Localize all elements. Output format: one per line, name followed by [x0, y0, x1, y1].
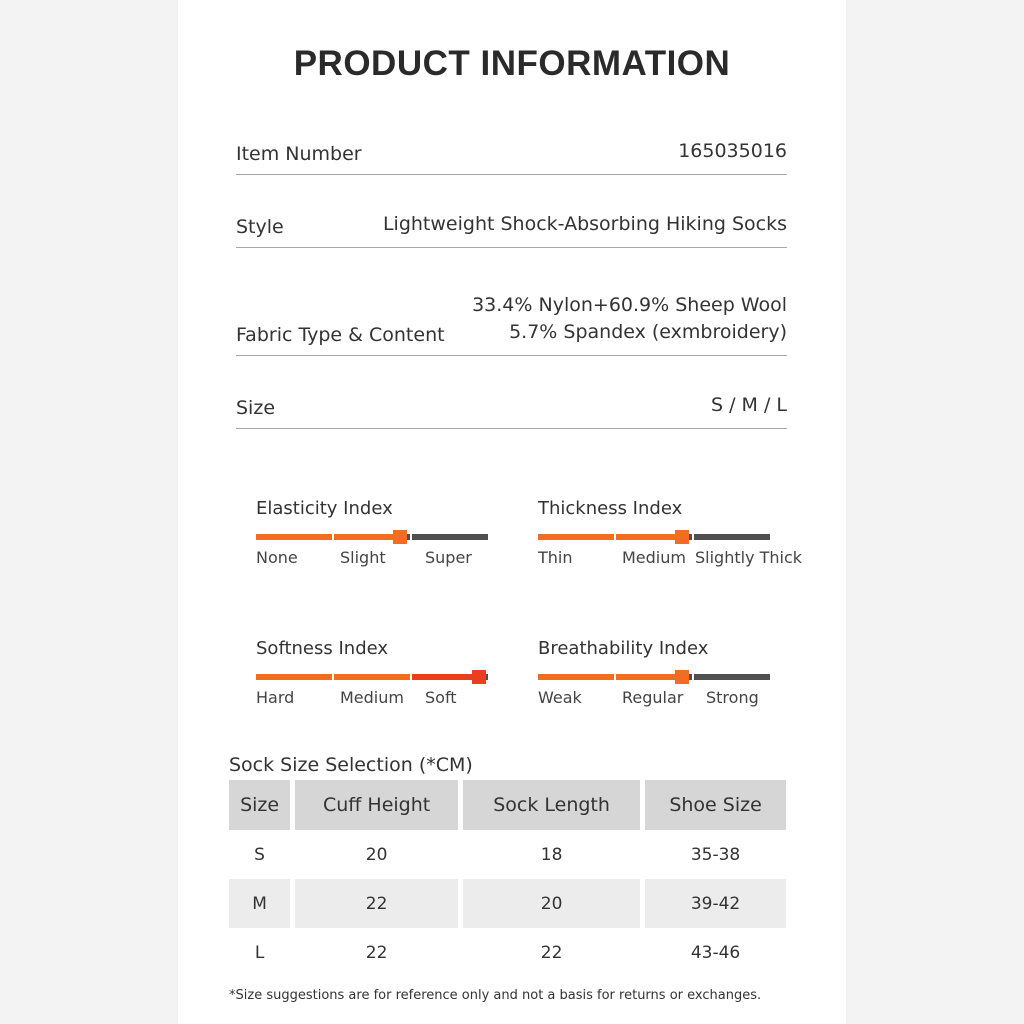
index-fill-segment	[256, 534, 332, 540]
index-label-high: Soft	[425, 688, 457, 707]
table-cell: 20	[463, 879, 640, 928]
index-empty-segment	[689, 534, 692, 540]
page-title: PRODUCT INFORMATION	[293, 44, 731, 83]
table-cell: 39-42	[645, 879, 786, 928]
info-label: Item Number	[236, 143, 362, 165]
index-empty-segment	[486, 674, 488, 680]
table-cell: 20	[365, 844, 388, 865]
index-label-mid: Slight	[340, 548, 386, 567]
index-empty-segment	[694, 674, 770, 680]
info-value: 165035016	[678, 140, 787, 162]
table-row	[229, 879, 786, 928]
index-empty-segment	[694, 534, 770, 540]
index-label-high: Super	[425, 548, 472, 567]
index-empty-segment	[689, 674, 692, 680]
info-value: S / M / L	[711, 394, 787, 416]
info-row-fabric	[236, 290, 787, 356]
table-cell: M	[229, 879, 290, 928]
index-fill-segment	[538, 674, 614, 680]
index-empty-segment	[412, 534, 488, 540]
table-cell: 22	[540, 942, 563, 963]
index-title: Thickness Index	[538, 498, 683, 519]
size-table	[224, 780, 791, 977]
table-row	[229, 830, 786, 879]
table-cell: L	[254, 942, 265, 963]
index-level-marker	[393, 530, 407, 544]
index-fill-segment	[256, 674, 332, 680]
index-fill-segment	[538, 534, 614, 540]
table-cell: 22	[365, 942, 388, 963]
index-label-low: Weak	[538, 688, 582, 707]
index-level-marker	[675, 530, 689, 544]
table-row	[229, 928, 786, 977]
info-label: Size	[236, 397, 276, 419]
index-label-high: Slightly Thick	[695, 548, 803, 567]
table-cell: 43-46	[690, 942, 741, 963]
table-cell: 22	[295, 879, 458, 928]
table-cell: S	[254, 844, 265, 865]
index-bar	[256, 530, 492, 544]
index-label-low: None	[256, 548, 298, 567]
index-label-mid: Regular	[622, 688, 684, 707]
info-value: Lightweight Shock-Absorbing Hiking Socks	[382, 213, 787, 235]
column-header: Sock Length	[463, 780, 640, 830]
index-bar	[538, 530, 774, 544]
index-title: Elasticity Index	[256, 498, 393, 519]
index-level-marker	[675, 670, 689, 684]
info-row-size	[236, 389, 787, 429]
info-row-item-number	[236, 135, 787, 175]
column-header: Cuff Height	[295, 780, 458, 830]
column-header: Shoe Size	[645, 780, 786, 830]
info-value: 33.4% Nylon+60.9% Sheep Wool 5.7% Spandex (exmbroidery)	[472, 294, 787, 343]
table-header-row	[229, 780, 786, 830]
index-level-marker	[472, 670, 486, 684]
info-label: Fabric Type & Content	[236, 324, 445, 346]
info-row-style	[236, 208, 787, 248]
index-label-low: Thin	[538, 548, 573, 567]
table-cell: 18	[540, 844, 563, 865]
index-empty-segment	[407, 534, 410, 540]
index-bar	[256, 670, 492, 684]
table-cell: 35-38	[690, 844, 741, 865]
column-header: Size	[229, 780, 290, 830]
index-label-mid: Medium	[622, 548, 686, 567]
index-bar	[538, 670, 774, 684]
index-fill-segment	[334, 674, 410, 680]
index-label-low: Hard	[256, 688, 295, 707]
footnote: *Size suggestions are for reference only and not a basis for returns or exchanges.	[229, 988, 762, 1003]
index-title: Breathability Index	[538, 638, 709, 659]
index-label-high: Strong	[706, 688, 759, 707]
index-title: Softness Index	[256, 638, 389, 659]
size-table-caption: Sock Size Selection (*CM)	[229, 754, 473, 776]
index-label-mid: Medium	[340, 688, 404, 707]
info-label: Style	[236, 216, 284, 238]
